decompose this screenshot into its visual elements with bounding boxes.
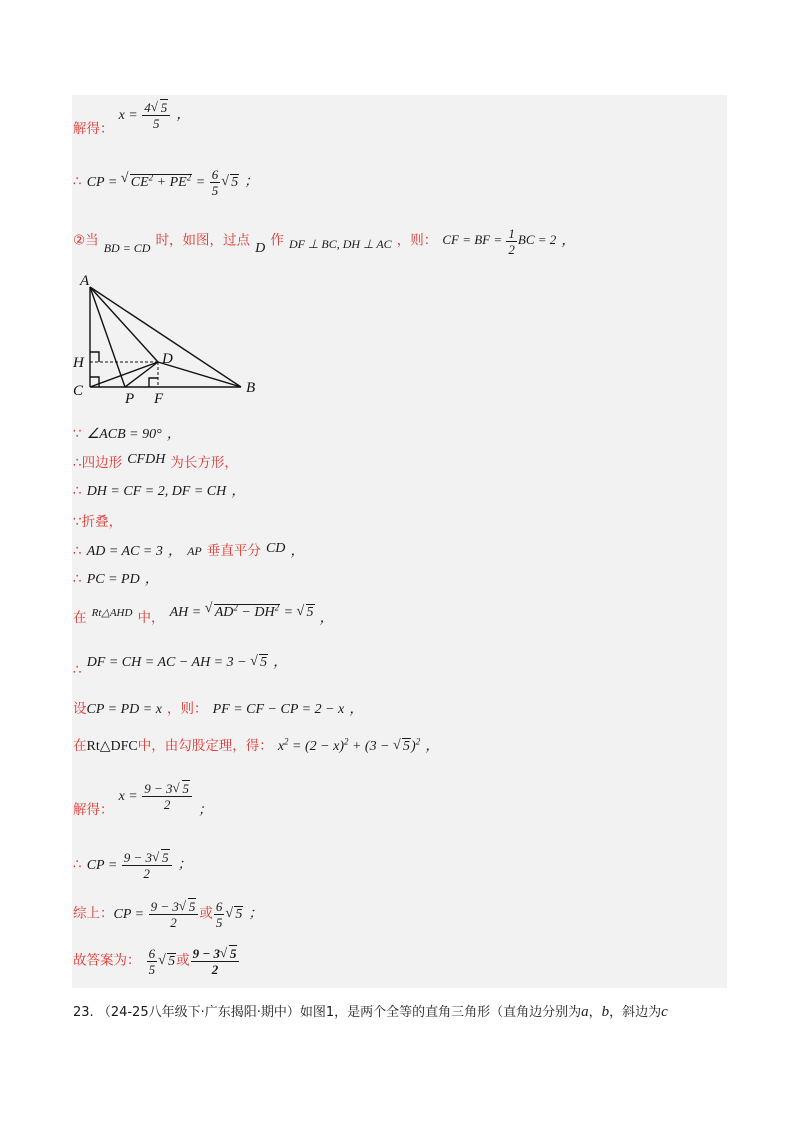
text: 或: [199, 905, 213, 922]
solution-line-17: [73, 946, 240, 977]
text: 或: [176, 952, 190, 969]
math-text: DF = CH = AC − AH = 3 −: [86, 655, 251, 670]
math-expression: x = $\frac{9 - 3√ 5}{2}$: [119, 789, 193, 804]
punctuation: ，: [349, 702, 364, 717]
punctuation: ，: [425, 739, 440, 754]
punctuation: ；: [248, 906, 263, 922]
question-text: ，斜边为: [609, 1005, 662, 1020]
math-expression: x = $\frac{4√ 5}{5}$: [119, 108, 172, 123]
therefore-symbol: ∴: [73, 483, 82, 499]
text: ，则：: [167, 701, 208, 717]
math-expression: PC = PD: [86, 572, 140, 587]
label: 解得：: [73, 801, 114, 818]
label-D: D: [162, 351, 173, 367]
label: 综上：: [73, 905, 114, 922]
point-label: D: [255, 241, 266, 257]
therefore-symbol: ∴: [73, 173, 82, 190]
label-A: A: [80, 273, 90, 289]
math-expression: CP = $\frac{9 - 3√ 5}{2}$: [114, 907, 200, 922]
label: 故答案为：: [73, 952, 141, 969]
variable-a: a: [581, 1004, 589, 1020]
text: 垂直平分: [206, 543, 261, 559]
math-expression: CP = $\frac{9 - 3√ 5}{2}$: [87, 858, 173, 873]
condition: BD = CD: [103, 241, 151, 256]
punctuation: ；: [198, 802, 213, 818]
therefore-symbol: ∴: [73, 571, 82, 587]
punctuation: ，: [290, 544, 305, 559]
punctuation: ；: [244, 174, 259, 190]
solution-line-12: [73, 697, 363, 718]
solution-line-3: [73, 226, 575, 257]
solution-line-6: [73, 480, 245, 500]
punctuation: ，: [231, 484, 246, 499]
text: 为长方形，: [170, 455, 238, 471]
math-expression: $\frac{6}{5}$ √ 5: [213, 907, 244, 922]
segment-AB: [90, 287, 241, 387]
punctuation: ，: [561, 233, 576, 249]
question-23: [73, 1001, 668, 1021]
solution-line-11: [73, 651, 288, 678]
punctuation: ，: [319, 611, 334, 626]
text: 作: [270, 232, 284, 249]
punctuation: ，: [273, 655, 288, 670]
label-P: P: [125, 391, 135, 407]
variable-c: c: [661, 1004, 668, 1020]
text: ∵折叠，: [73, 514, 123, 530]
label: 解得：: [73, 120, 114, 137]
label-F: F: [154, 391, 164, 407]
text: 时，如图，过点: [155, 232, 251, 249]
math-expression: ∠ACB = 90°: [86, 427, 162, 442]
math-expression: CP = PD = x: [86, 702, 162, 717]
variable-b: b: [601, 1004, 610, 1020]
solution-line-15: [73, 850, 192, 881]
solution-line-7: [73, 510, 122, 530]
solution-line-2: [73, 167, 258, 198]
segment-name: AP: [187, 544, 202, 558]
math-expression: PF = CF − CP = 2 − x: [212, 702, 345, 717]
label-C: C: [73, 383, 84, 399]
math-expression: DF ⊥ BC, DH ⊥ AC: [288, 237, 392, 252]
segment-name: CD: [265, 541, 286, 556]
solution-line-10: [73, 600, 334, 626]
solution-line-5: [73, 451, 238, 472]
therefore-symbol: ∴: [73, 856, 82, 873]
therefore-symbol: ∴: [73, 662, 82, 678]
label-B: B: [246, 380, 256, 396]
solution-line-8: [73, 539, 304, 560]
therefore-symbol: ∴: [73, 543, 82, 559]
text: 在: [73, 610, 87, 626]
segment-PD: [125, 362, 158, 387]
math-expression: CP = √ $CE^2 + PE^2$ = $\frac{6}{5}$ √ 5: [87, 175, 240, 190]
punctuation: ，: [144, 572, 159, 587]
geometry-figure: [70, 270, 270, 410]
math-expression: $\frac{6}{5}$ √ 5: [146, 954, 177, 969]
text: ，则：: [396, 232, 438, 249]
text: ∴四边形: [73, 455, 123, 471]
solution-line-1: [73, 100, 191, 137]
shape-name: CFDH: [127, 452, 166, 467]
right-angle-F: [149, 378, 158, 387]
solution-line-9: [73, 568, 159, 588]
label-H: H: [73, 355, 84, 371]
text: 在: [73, 738, 87, 754]
case-label: ②当: [73, 232, 99, 249]
punctuation: ，: [588, 1005, 602, 1020]
segment-AP: [90, 287, 125, 387]
question-text: （24-25八年级下·广东揭阳·期中）如图1，是两个全等的直角三角形（直角边分别为: [97, 1005, 582, 1020]
right-angle-H: [90, 352, 99, 362]
math-expression: DH = CF = 2, DF = CH: [86, 484, 227, 499]
math-expression: $x^2 = (2 - x)^2 + (3$ − √ 5)$^2$: [278, 739, 420, 754]
text: 设: [73, 701, 87, 717]
solution-line-13: [73, 734, 439, 755]
text: 中，由勾股定理，得：: [137, 738, 273, 754]
math-expression: AH = √ $AD^2 - DH^2$ = √ 5: [170, 605, 315, 620]
math-expression: CF = BF = $\frac{1}{2}$ BC = 2: [442, 226, 557, 257]
text: 中，: [137, 610, 165, 626]
math-expression: AD = AC = 3: [86, 544, 163, 559]
solution-line-16: [73, 899, 262, 930]
triangle-name: Rt△DFC: [86, 739, 138, 754]
punctuation: ；: [177, 857, 192, 873]
because-symbol: ∵: [73, 426, 82, 442]
solution-line-4: [73, 423, 181, 443]
punctuation: ，: [166, 427, 181, 442]
punctuation: ，: [176, 107, 191, 123]
solution-line-14: [73, 781, 213, 818]
math-expression: $\frac{9 - 3√ 5}{2}$: [190, 954, 241, 969]
math-expression: DF = CH = AC − AH = 3 − √ 5: [87, 655, 268, 670]
punctuation: ，: [167, 544, 182, 559]
question-number: 23.: [73, 1005, 94, 1020]
triangle-name: Rt△AHD: [91, 607, 133, 619]
